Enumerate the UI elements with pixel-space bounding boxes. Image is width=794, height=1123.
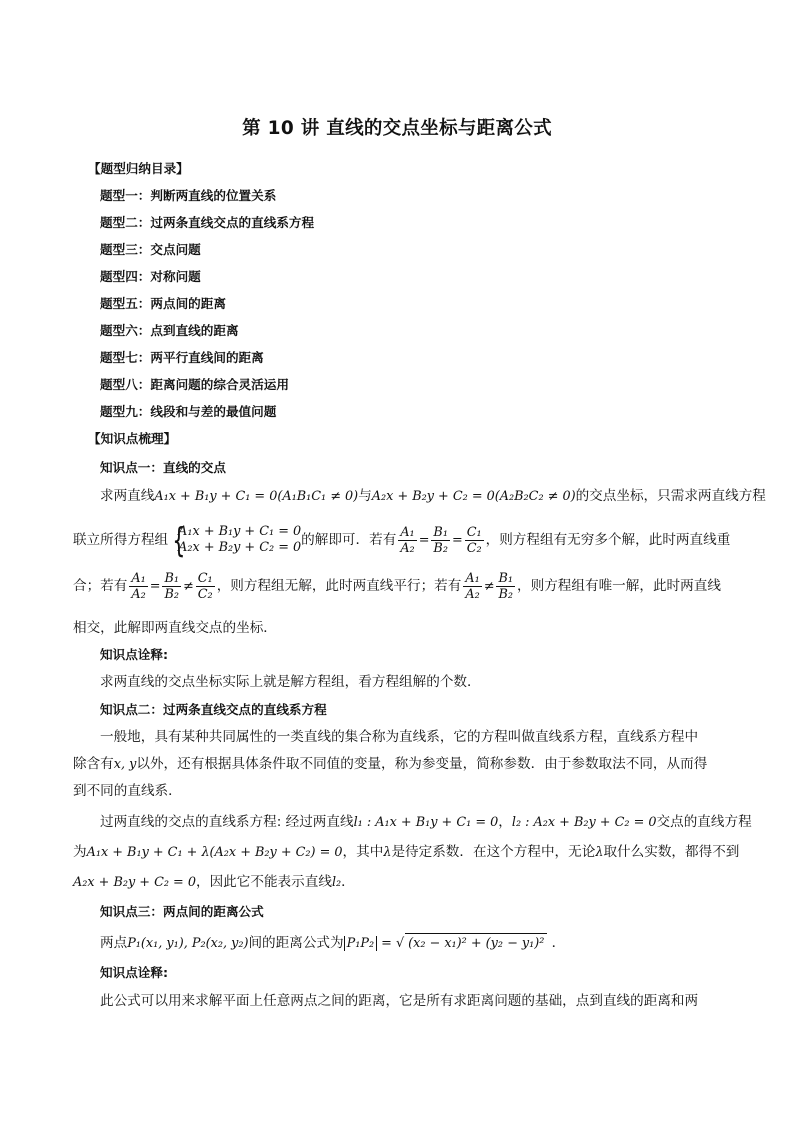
- knowledge-1-title: 知识点一：直线的交点: [100, 460, 226, 475]
- k2-para1-line2: 除含有x, y以外，还有根据具体条件取不同值的变量，称为参变量，简称参数．由于参数取法不同，从而得: [73, 756, 708, 772]
- k2-para1-line3: 到不同的直线系．: [73, 783, 182, 799]
- k1-line-3: 合；若有 $\frac{\text{A₁}}{\text{A₂}}$ = $\frac{\text{B₁}}{\text{B₂}}$ ≠ $\frac{\text{C₁}}{\text{C₂}}$ ，则方程组无解，此时两直线平行；若有 $\frac{\text{A₁}}{\text{A₂}}$ ≠ $\frac{\text{B₁}}{\text{B₂}}$ ，则方程组有唯一解，此时两直线: [73, 570, 721, 602]
- note-text: 求两直线的交点坐标实际上就是解方程组，看方程组解的个数．: [100, 674, 481, 690]
- knowledge-2-title: 知识点二：过两条直线交点的直线系方程: [100, 702, 327, 717]
- catalog-item: 题型四：对称问题: [100, 269, 201, 284]
- catalog-item: 题型七：两平行直线间的距离: [100, 350, 264, 365]
- note-2-text: 此公式可以用来求解平面上任意两点之间的距离，它是所有求距离问题的基础，点到直线的距离和两: [100, 993, 699, 1009]
- k1-line-4: 相交，此解即两直线交点的坐标．: [73, 620, 277, 636]
- equation-system: { A₁x + B₁y + C₁ = 0 A₂x + B₂y + C₂ = 0: [172, 521, 302, 561]
- page-title: 第 10 讲 直线的交点坐标与距离公式: [242, 118, 552, 139]
- catalog-item: 题型六：点到直线的距离: [100, 323, 239, 338]
- fraction-c1-c2: $\frac{\text{C₁}}{\text{C₂}}$: [466, 524, 482, 556]
- line1-equation: A₁x + B₁y + C₁ = 0(A₁B₁C₁ ≠ 0): [154, 489, 359, 504]
- catalog-item: 题型二：过两条直线交点的直线系方程: [100, 215, 315, 230]
- k3-formula-line: 两点P₁(x₁, y₁), P₂(x₂, y₂)间的距离公式为 P₁P₂ = √ (x₂ − x₁)² + (y₂ − y₁)² ．: [100, 933, 565, 954]
- knowledge-3-title: 知识点三：两点间的距离公式: [100, 904, 264, 919]
- distance-abs: P₁P₂: [344, 936, 377, 951]
- distance-radicand: (x₂ − x₁)² + (y₂ − y₁)²: [405, 933, 547, 954]
- fraction-b1-b2: $\frac{\text{B₁}}{\text{B₂}}$: [433, 524, 448, 556]
- catalog-item: 题型八：距离问题的综合灵活运用: [100, 377, 289, 392]
- k1-line-2: 联立所得方程组 { A₁x + B₁y + C₁ = 0 A₂x + B₂y + C₂ = 0 的解即可．若有 $\frac{\text{A₁}}{\text{A₂}}$ = $\frac{\text{B₁}}{\text{B₂}}$ = $\frac{\text{C₁}}{\text{C₂}}$ ，则方程组有无穷多个解，此时两直线重: [73, 521, 731, 561]
- k2-para2-line2: 为A₁x + B₁y + C₁ + λ(A₂x + B₂y + C₂) = 0，其中λ是待定系数．在这个方程中，无论λ取什么实数，都得不到: [73, 844, 740, 860]
- line2-equation: A₂x + B₂y + C₂ = 0(A₂B₂C₂ ≠ 0): [371, 489, 576, 504]
- catalog-item: 题型九：线段和与差的最值问题: [100, 404, 277, 419]
- note-title: 知识点诠释:: [100, 647, 169, 662]
- catalog-heading: 【题型归纳目录】: [88, 161, 189, 176]
- catalog-item: 题型一：判断两直线的位置关系: [100, 188, 277, 203]
- catalog-item: 题型三：交点问题: [100, 242, 201, 257]
- note-2-title: 知识点诠释:: [100, 965, 169, 980]
- k1-line-1: 求两直线A₁x + B₁y + C₁ = 0(A₁B₁C₁ ≠ 0)与A₂x + B₂y + C₂ = 0(A₂B₂C₂ ≠ 0)的交点坐标，只需求两直线方程: [100, 488, 766, 504]
- k2-para2-line3: A₂x + B₂y + C₂ = 0，因此它不能表示直线l₂．: [73, 874, 355, 890]
- knowledge-heading: 【知识点梳理】: [88, 431, 177, 446]
- k2-para2-line1: 过两直线的交点的直线系方程: 经过两直线l₁ : A₁x + B₁y + C₁ = 0，l₂ : A₂x + B₂y + C₂ = 0交点的直线方程: [100, 814, 752, 830]
- catalog-item: 题型五：两点间的距离: [100, 296, 226, 311]
- k2-para1-line1: 一般地，具有某种共同属性的一类直线的集合称为直线系，它的方程叫做直线系方程，直线系方程中: [100, 729, 699, 745]
- fraction-a1-a2: $\frac{\text{A₁}}{\text{A₂}}$: [400, 524, 415, 556]
